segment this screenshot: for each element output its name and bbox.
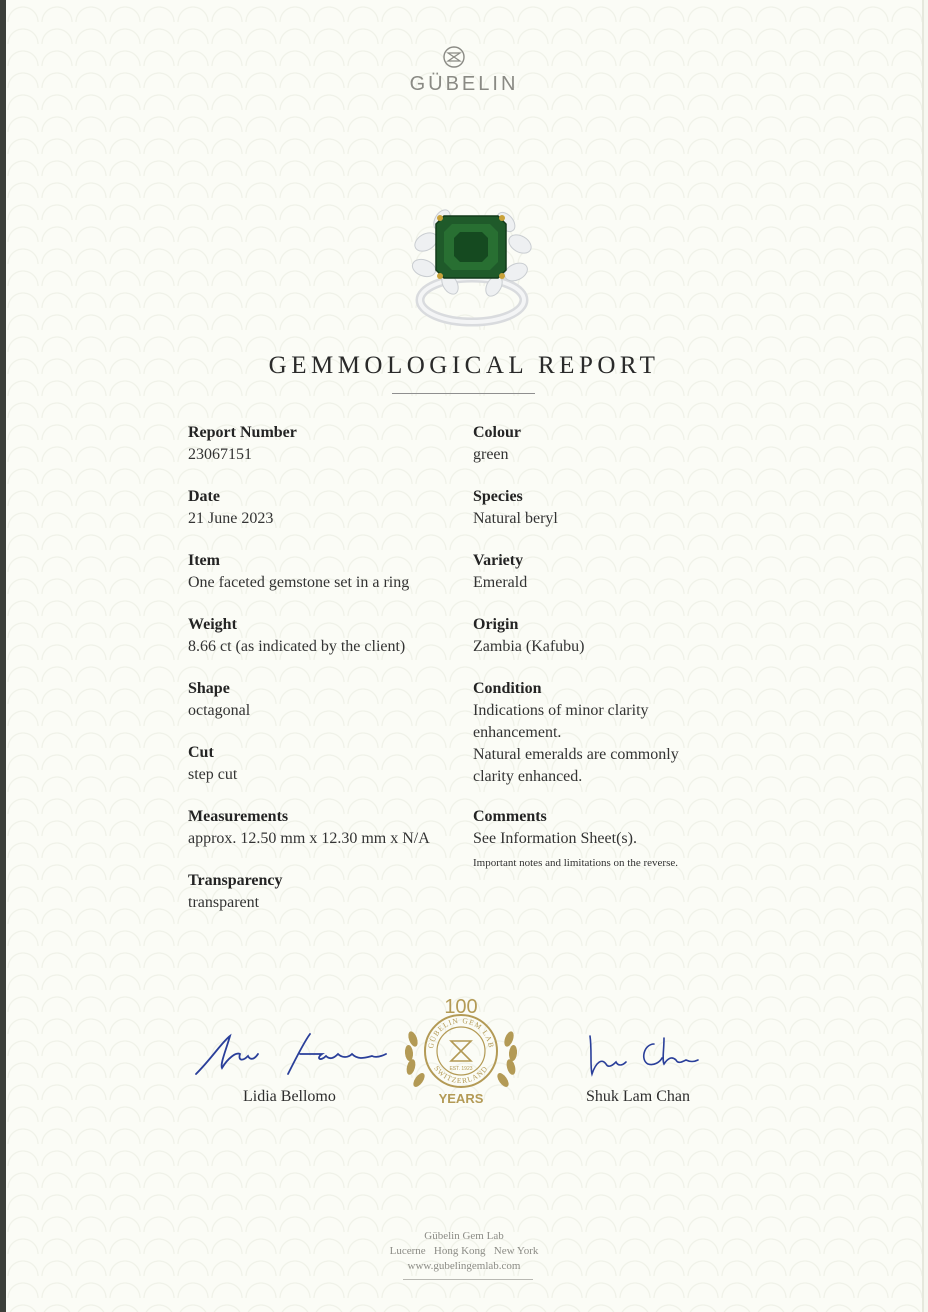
field-label: Measurements [188,808,289,825]
field-label: Colour [473,424,521,441]
field-label: Weight [188,616,237,633]
field-value: Indications of minor clarity enhancement. [473,702,649,741]
field-value: Natural beryl [473,510,558,527]
field-value: 23067151 [188,446,252,463]
footer-divider [403,1279,533,1280]
gubelin-logo-icon [443,46,465,68]
seal-number: 100 [444,996,478,1018]
field-label: Transparency [188,872,283,889]
report-title: GEMMOLOGICAL REPORT [268,352,660,379]
field-label: Shape [188,680,230,697]
field-value: transparent [188,894,260,911]
field-shape [188,678,250,722]
field-origin [473,614,585,658]
field-colour [473,422,521,466]
field-value: See Information Sheet(s). [473,830,637,847]
field-date [188,486,273,530]
signatory-name: Shuk Lam Chan [586,1088,690,1105]
signature-lidia-bellomo [192,1028,392,1080]
seal-ring-bottom: SWITZERLAND [432,1063,490,1086]
field-label: Item [188,552,220,569]
field-condition [473,678,723,788]
field-comments [473,806,637,850]
field-value: step cut [188,766,238,783]
seal-est: EST. 1923 [449,1066,473,1072]
field-value: One faceted gemstone set in a ring [188,574,410,591]
field-label: Species [473,488,523,505]
field-report-number [188,422,297,466]
seal-ring-top: GÜBELIN GEM LAB [426,1015,496,1050]
field-label: Date [188,488,220,505]
footer-url: www.gubelingemlab.com [407,1260,521,1272]
field-label: Report Number [188,424,297,441]
field-value: octagonal [188,702,251,719]
field-value: 8.66 ct (as indicated by the client) [188,638,406,655]
seal-years: YEARS [438,1091,484,1106]
field-transparency [188,870,283,914]
signature-shuk-lam-chan [584,1032,704,1082]
field-value: Zambia (Kafubu) [473,638,585,655]
field-value: green [473,446,509,463]
field-variety [473,550,527,594]
emerald-ring-photo [402,200,536,330]
field-item [188,550,409,594]
field-value: Emerald [473,574,528,591]
signatory-name: Lidia Bellomo [243,1088,336,1105]
field-measurements [188,806,430,850]
footer-cities: Lucerne Hong Kong New York [389,1245,539,1257]
field-label: Cut [188,744,214,761]
report-sheet [6,0,924,1312]
brand-name: GÜBELIN [409,73,519,95]
reverse-note: Important notes and limitations on the reverse. [473,857,678,869]
field-value-extra: Natural emeralds are commonly clarity enhanced. [473,746,679,785]
field-label: Comments [473,808,547,825]
field-label: Condition [473,680,542,697]
title-divider [392,393,535,394]
field-value: 21 June 2023 [188,510,274,527]
footer-lab: Gübelin Gem Lab [424,1230,504,1242]
svg-text:GÜBELIN GEM LAB [426,1016,496,1049]
field-weight [188,614,405,658]
field-species [473,486,558,530]
field-label: Origin [473,616,519,633]
anniversary-seal [399,993,523,1107]
field-cut [188,742,237,786]
field-value: approx. 12.50 mm x 12.30 mm x N/A [188,830,430,847]
field-label: Variety [473,552,524,569]
